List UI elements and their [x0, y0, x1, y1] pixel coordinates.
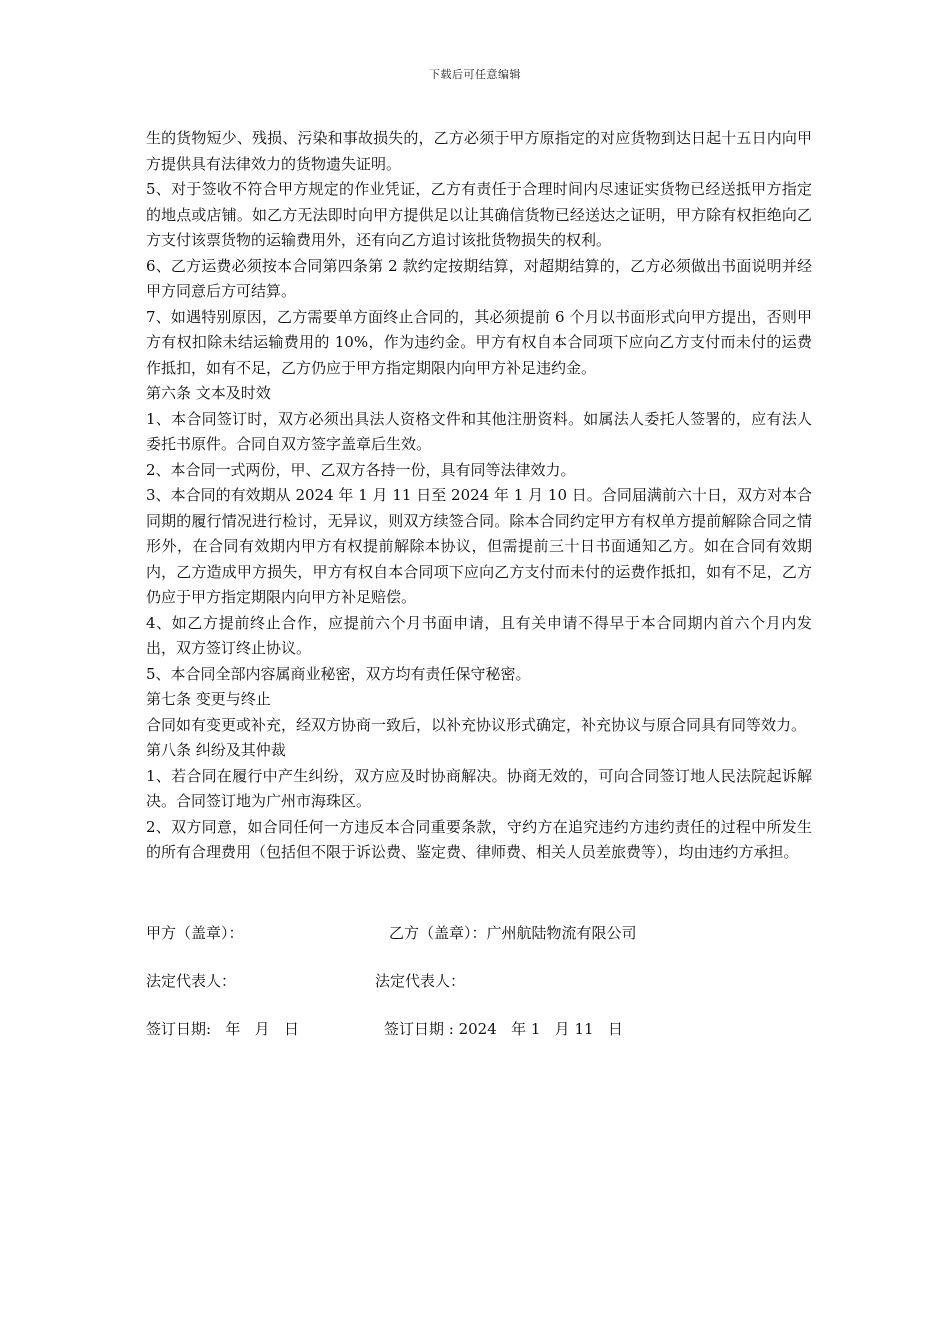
clause-5-5: 5、对于签收不符合甲方规定的作业凭证，乙方有责任于合理时间内尽速证实货物已经送抵甲方指定的地点或店铺。如乙方无法即时向甲方提供足以让其确信货物已经送达之证明，甲方除有权拒绝向乙方支付该票货物的运输费用外，还有向乙方追讨该批货物损失的权利。 [146, 180, 812, 249]
party-b-seal: 乙方（盖章）：广州航陆物流有限公司 [389, 924, 637, 942]
seal-row [146, 922, 812, 946]
clause-6-3: 3、本合同的有效期从 2024 年 1 月 11 日至 2024 年 1 月 10 日。合同届满前六十日，双方对本合同期的履行情况进行检讨，无异议，则双方续签合同。除本合同约定甲方有权单方提前解除合同之情形外，在合同有效期内甲方有权提前解除本协议，但需提前三十日书面通知乙方。如在合同有效期内，乙方造成甲方损失，甲方有权自本合同项下应向乙方支付而未付的运费作抵扣，如有不足，乙方仍应于甲方指定期限内向甲方补足赔偿。 [146, 486, 812, 606]
party-b-sign-date: 签订日期 : 2024 年 1 月 11 日 [384, 1020, 623, 1038]
clause-6-1: 1、本合同签订时，双方必须出具法人资格文件和其他注册资料。如属法人委托人签署的，应有法人委托书原件。合同自双方签字盖章后生效。 [146, 409, 812, 453]
representative-row [146, 970, 812, 994]
party-b-representative: 法定代表人： [375, 972, 466, 990]
clause-5-7: 7、如遇特别原因，乙方需要单方面终止合同的，其必须提前 6 个月以书面形式向甲方提出，否则甲方有权扣除未结运输费用的 10%，作为违约金。甲方有权自本合同项下应向乙方支付而未付的运费作抵扣，如有不足，乙方仍应于甲方指定期限内向甲方补足违约金。 [146, 307, 812, 377]
clause-6-4: 4、如乙方提前终止合作，应提前六个月书面申请，且有关申请不得早于本合同期内首六个月内发出，双方签订终止协议。 [146, 613, 812, 657]
article-8-heading: 第八条 纠纷及其仲裁 [146, 741, 286, 759]
signature-block [146, 922, 812, 1066]
clause-5-6: 6、乙方运费必须按本合同第四条第 2 款约定按期结算，对超期结算的，乙方必须做出书面说明并经甲方同意后方可结算。 [146, 256, 812, 300]
party-a-sign-date: 签订日期: 年 月 日 [146, 1020, 299, 1038]
party-a-seal: 甲方（盖章）： [146, 924, 244, 942]
clause-6-5: 5、本合同全部内容属商业秘密，双方均有责任保守秘密。 [146, 664, 531, 683]
article-7-text: 合同如有变更或补充，经双方协商一致后，以补充协议形式确定，补充协议与原合同具有同等效力。 [146, 715, 807, 734]
clause-6-2: 2、本合同一式两份，甲、乙双方各持一份，具有同等法律效力。 [146, 460, 576, 479]
paragraph-continuation: 生的货物短少、残损、污染和事故损失的，乙方必须于甲方原指定的对应货物到达日起十五日内向甲方提供具有法律效力的货物遗失证明。 [146, 129, 812, 173]
article-6-heading: 第六条 文本及时效 [146, 384, 271, 402]
party-a-representative: 法定代表人： [146, 972, 237, 990]
article-7-heading: 第七条 变更与终止 [146, 690, 271, 708]
page-header-note: 下载后可任意编辑 [429, 68, 521, 81]
date-row [146, 1018, 812, 1042]
clause-8-2: 2、双方同意，如合同任何一方违反本合同重要条款，守约方在追究违约方违约责任的过程中所发生的所有合理费用（包括但不限于诉讼费、鉴定费、律师费、相关人员差旅费等），均由违约方承担。 [146, 817, 812, 861]
clause-8-1: 1、若合同在履行中产生纠纷，双方应及时协商解决。协商无效的，可向合同签订地人民法院起诉解决。合同签订地为广州市海珠区。 [146, 766, 812, 810]
contract-body [146, 126, 812, 866]
